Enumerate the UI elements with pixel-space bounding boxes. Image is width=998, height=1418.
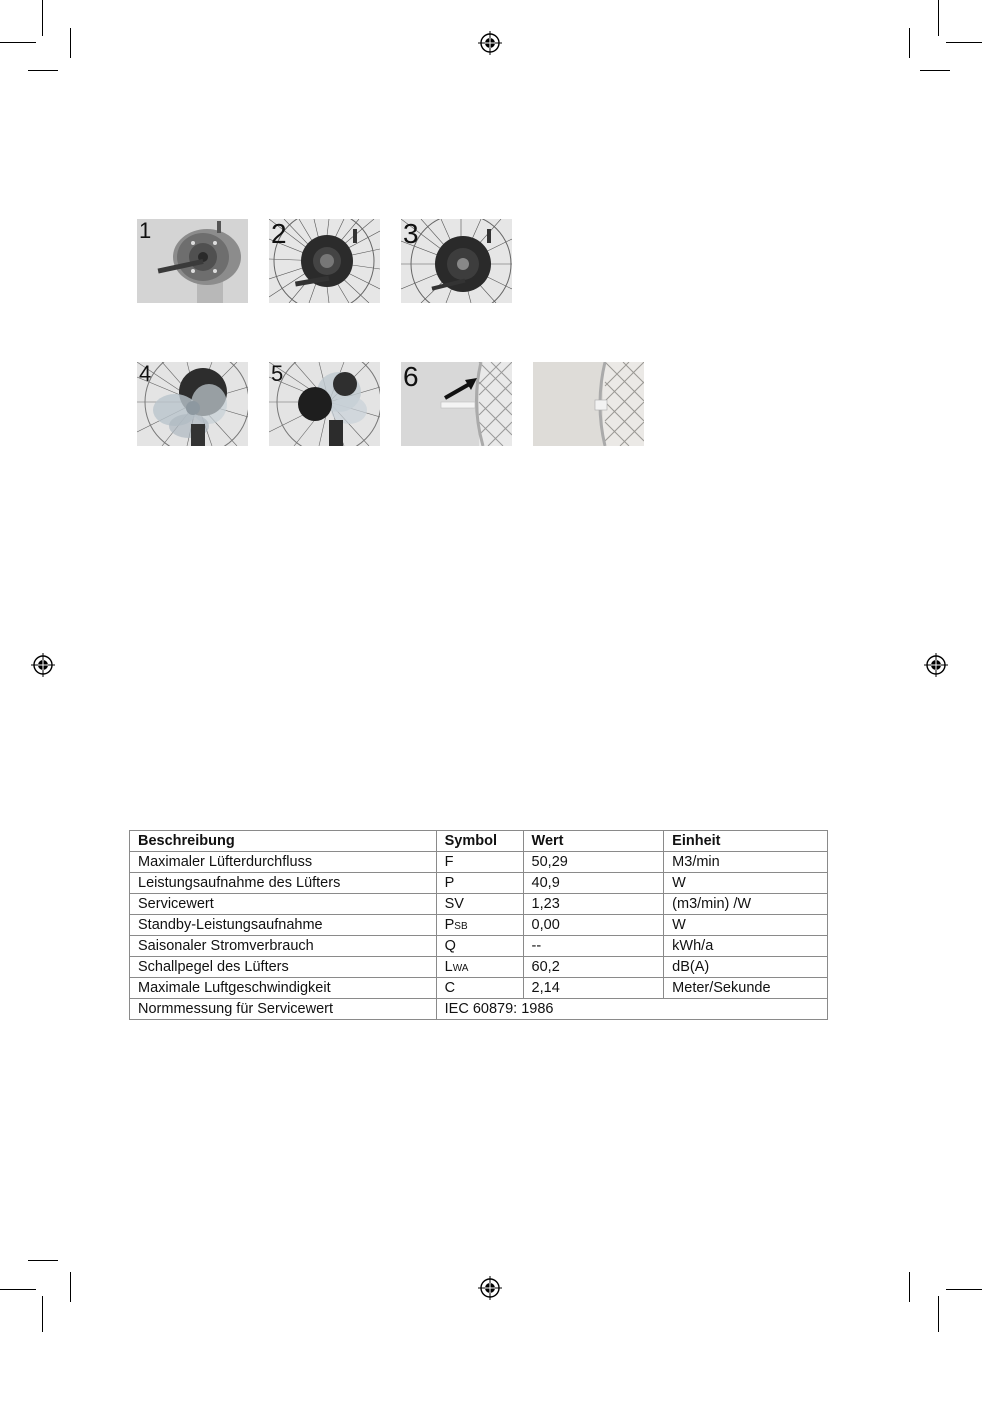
table-cell-value: 50,29: [523, 852, 664, 873]
step-number: 5: [271, 362, 284, 386]
table-cell-description: Servicewert: [130, 894, 437, 915]
symbol-main: SV: [444, 896, 464, 912]
crop-mark: [938, 1296, 939, 1332]
crop-mark: [42, 1296, 43, 1332]
table-cell-symbol: [436, 915, 523, 936]
table-row: [130, 873, 828, 894]
step-number: 1: [139, 219, 152, 243]
symbol-main: P: [444, 875, 455, 891]
crop-mark: [0, 1289, 36, 1290]
table-cell-value: 1,23: [523, 894, 664, 915]
symbol-main: L: [444, 959, 453, 975]
crop-mark: [70, 28, 71, 58]
table-cell-standard: IEC 60879: 1986: [436, 999, 827, 1020]
symbol-sub: SB: [454, 921, 468, 932]
step-number: 2: [271, 219, 287, 249]
column-header: Symbol: [436, 831, 523, 852]
table-cell-unit: Meter/Sekunde: [664, 978, 828, 999]
symbol-main: P: [444, 917, 455, 933]
table-cell-description: Saisonaler Stromverbrauch: [130, 936, 437, 957]
registration-mark-icon: [31, 653, 55, 677]
table-cell-description: Standby-Leistungsaufnahme: [130, 915, 437, 936]
table-row: [130, 957, 828, 978]
table-cell-symbol: [436, 873, 523, 894]
table-cell-value: 60,2: [523, 957, 664, 978]
registration-mark-icon: [924, 653, 948, 677]
crop-mark: [909, 28, 910, 58]
symbol-main: F: [444, 854, 454, 870]
assembly-photo-2: [269, 219, 380, 303]
column-header: Einheit: [664, 831, 828, 852]
table-footer-row: [130, 999, 828, 1020]
table-row: [130, 978, 828, 999]
crop-mark: [920, 70, 950, 71]
column-header: Beschreibung: [130, 831, 437, 852]
table-cell-unit: kWh/a: [664, 936, 828, 957]
table-cell-unit: W: [664, 915, 828, 936]
crop-mark: [70, 1272, 71, 1302]
table-cell-symbol: [436, 936, 523, 957]
assembly-photo-7: [533, 362, 644, 446]
table-cell-symbol: [436, 978, 523, 999]
step-number: 6: [403, 362, 419, 392]
assembly-photo-6: [401, 362, 512, 446]
table-cell-symbol: [436, 957, 523, 978]
step-number: 4: [139, 362, 152, 386]
crop-mark: [909, 1272, 910, 1302]
crop-mark: [938, 0, 939, 36]
table-cell-value: 40,9: [523, 873, 664, 894]
table-cell-unit: (m3/min) /W: [664, 894, 828, 915]
table-cell-value: 2,14: [523, 978, 664, 999]
assembly-photo-1: [137, 219, 248, 303]
table-cell-unit: W: [664, 873, 828, 894]
crop-mark: [946, 1289, 982, 1290]
table-cell-symbol: [436, 894, 523, 915]
table-cell-value: --: [523, 936, 664, 957]
registration-mark-icon: [478, 31, 502, 55]
assembly-photo-4: [137, 362, 248, 446]
crop-mark: [42, 0, 43, 36]
symbol-main: C: [444, 980, 456, 996]
column-header: Wert: [523, 831, 664, 852]
table-cell-description: Schallpegel des Lüfters: [130, 957, 437, 978]
crop-mark: [28, 1260, 58, 1261]
table-cell-description: Maximaler Lüfterdurchfluss: [130, 852, 437, 873]
assembly-photo-5: [269, 362, 380, 446]
table-header-row: [130, 831, 828, 852]
table-cell-description: Leistungsaufnahme des Lüfters: [130, 873, 437, 894]
registration-mark-icon: [478, 1276, 502, 1300]
symbol-sub: WA: [452, 963, 469, 974]
crop-mark: [946, 42, 982, 43]
spec-table: [129, 830, 828, 1020]
table-cell-unit: M3/min: [664, 852, 828, 873]
symbol-main: Q: [444, 938, 456, 954]
table-cell-value: 0,00: [523, 915, 664, 936]
assembly-photo-3: [401, 219, 512, 303]
table-cell-unit: dB(A): [664, 957, 828, 978]
table-cell-description: Maximale Luftgeschwindigkeit: [130, 978, 437, 999]
table-row: [130, 915, 828, 936]
table-row: [130, 852, 828, 873]
step-number: 3: [403, 219, 419, 249]
table-cell-description: Normmessung für Servicewert: [130, 999, 437, 1020]
crop-mark: [28, 70, 58, 71]
table-row: [130, 894, 828, 915]
table-row: [130, 936, 828, 957]
table-cell-symbol: [436, 852, 523, 873]
crop-mark: [0, 42, 36, 43]
